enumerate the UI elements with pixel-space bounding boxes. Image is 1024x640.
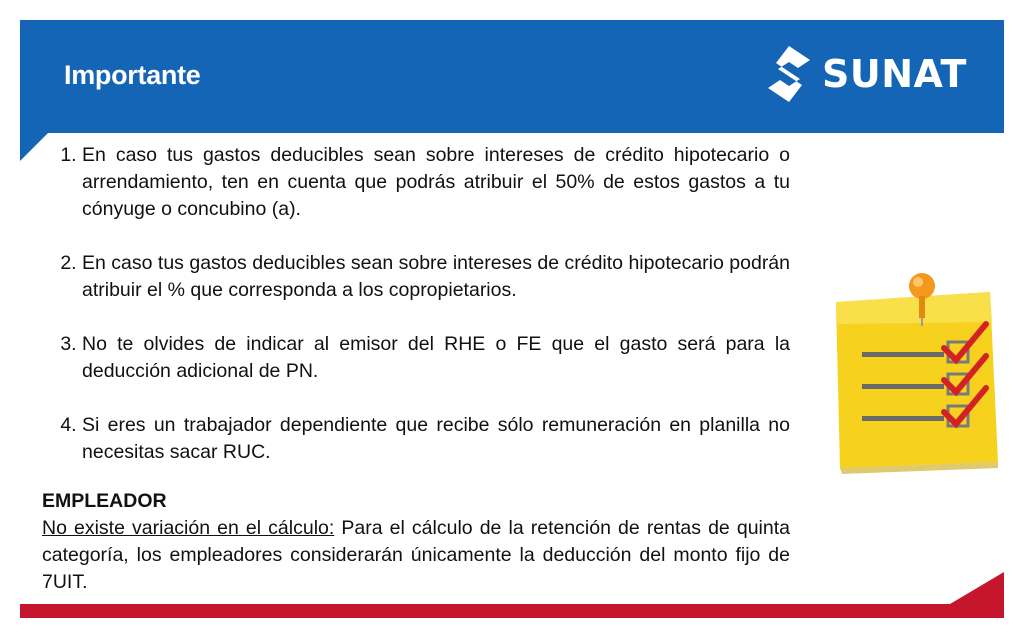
empleador-heading: EMPLEADOR — [42, 490, 167, 512]
sticky-note-checklist-icon — [826, 262, 1002, 476]
main-content — [42, 142, 790, 596]
logo-text: SUNAT — [822, 52, 967, 96]
sunat-logo-icon — [764, 44, 814, 104]
list-item: 1. En caso tus gastos deducibles sean sobre intereses de crédito hipotecario o arrendamiento, ten en cuenta que podrás atribuir el 50% de estos gastos a tu cónyuge o concubino (a). — [82, 142, 790, 223]
footer-accent-triangle — [950, 572, 1004, 604]
footer-accent-bar — [20, 604, 1004, 618]
list-item: 4. Si eres un trabajador dependiente que recibe sólo remuneración en planilla no necesitas sacar RUC. — [82, 412, 790, 466]
empleador-paragraph — [42, 515, 790, 596]
important-list — [42, 142, 790, 466]
empleador-underlined: No existe variación en el cálculo: — [42, 517, 335, 539]
page-title: Importante — [64, 60, 201, 90]
empleador-text: Para el cálculo de la retención de rentas de quinta categoría, los empleadores considerarán únicamente la deducción del monto fijo de 7UIT. — [42, 517, 790, 593]
list-item: 3. No te olvides de indicar al emisor del RHE o FE que el gasto será para la deducción adicional de PN. — [82, 331, 790, 385]
sunat-logo — [764, 44, 984, 104]
list-item: 2. En caso tus gastos deducibles sean sobre intereses de crédito hipotecario podrán atribuir el % que corresponda a los copropietarios. — [82, 250, 790, 304]
